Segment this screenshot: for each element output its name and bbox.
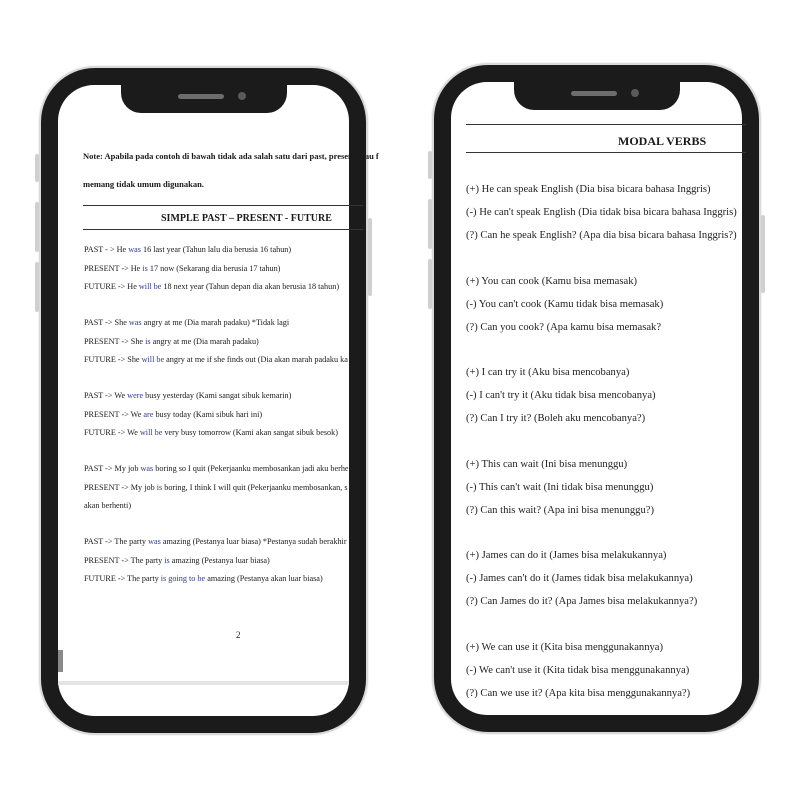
power-button xyxy=(761,215,765,293)
left-phone-screen[interactable] xyxy=(58,85,379,716)
document-page xyxy=(58,85,379,716)
note-line-1: Note: Apabila pada contoh di bawah tidak ada salah satu dari past, present atau f xyxy=(83,151,379,161)
heading-top-rule xyxy=(83,205,363,206)
verb-highlight: is xyxy=(142,263,148,273)
example-line xyxy=(84,574,323,583)
line-rest: 17 now (Sekarang dia berusia 17 tahun) xyxy=(147,263,281,273)
example-line xyxy=(84,337,259,346)
line-subject: PAST - > He xyxy=(84,245,129,254)
verb-highlight: will be xyxy=(138,282,162,291)
page-heading: MODAL VERBS xyxy=(618,134,707,148)
example-line xyxy=(84,264,280,273)
line-subject: PAST -> We xyxy=(84,391,128,400)
line-subject: PRESENT -> She xyxy=(84,336,146,346)
right-phone xyxy=(434,65,759,732)
verb-highlight: were xyxy=(127,391,144,400)
notch xyxy=(121,85,287,113)
line-subject: PRESENT -> He xyxy=(84,263,143,273)
modal-example-line: (?) Can he speak English? (Apa dia bisa bicara bahasa Inggris?) xyxy=(466,230,737,241)
example-line xyxy=(84,318,289,327)
speaker-grille xyxy=(178,94,224,99)
modal-example-line: (-) I can't try it (Aku tidak bisa mencobanya) xyxy=(466,390,656,401)
line-rest: angry at me if she finds out (Dia akan marah padaku ka xyxy=(164,355,348,364)
example-line xyxy=(84,282,339,291)
modal-example-line: (-) He can't speak English (Dia tidak bisa bicara bahasa Inggris) xyxy=(466,207,737,218)
verb-highlight: is xyxy=(145,336,151,346)
line-rest: busy today (Kami sibuk hari ini) xyxy=(153,409,263,419)
modal-example-line: (-) We can't use it (Kita tidak bisa menggunakannya) xyxy=(466,664,690,676)
example-line xyxy=(84,391,291,400)
line-rest: boring, I think I will quit (Pekerjaanku membosankan, s xyxy=(162,482,348,492)
volume-down-button xyxy=(35,262,39,312)
verb-highlight: was xyxy=(148,537,161,546)
heading-top-rule xyxy=(466,124,746,125)
line-rest: akan berhenti) xyxy=(84,501,132,510)
modal-example-line: (-) You can't cook (Kamu tidak bisa memasak) xyxy=(466,298,664,310)
left-phone xyxy=(41,68,379,733)
verb-highlight: are xyxy=(143,409,154,419)
example-line xyxy=(84,355,348,364)
example-line xyxy=(84,410,262,419)
power-button xyxy=(368,218,372,296)
example-line xyxy=(84,245,291,254)
note-text xyxy=(83,142,383,198)
scrollbar-thumb[interactable] xyxy=(58,650,63,672)
verb-highlight: is xyxy=(164,555,170,565)
heading-bottom-rule xyxy=(466,152,746,153)
document-page xyxy=(451,82,742,715)
modal-example-line: (?) Can I try it? (Boleh aku mencobanya?) xyxy=(466,413,646,424)
volume-up-button xyxy=(35,202,39,252)
line-subject: PRESENT -> We xyxy=(84,409,144,419)
verb-highlight: was xyxy=(140,464,154,473)
modal-example-line: (+) We can use it (Kita bisa menggunakannya) xyxy=(466,641,664,653)
line-subject: FUTURE -> We xyxy=(84,428,140,437)
modal-example-line: (+) James can do it (James bisa melakukannya) xyxy=(466,550,667,561)
heading-bottom-rule xyxy=(83,229,363,230)
modal-example-line: (?) Can James do it? (Apa James bisa melakukannya?) xyxy=(466,596,698,607)
page-heading: SIMPLE PAST – PRESENT - FUTURE xyxy=(161,213,332,224)
line-subject: PRESENT -> My job xyxy=(84,482,157,492)
modal-example-line: (?) Can you cook? (Apa kamu bisa memasak? xyxy=(466,321,662,333)
example-line xyxy=(84,428,338,437)
front-camera xyxy=(238,92,246,100)
modal-example-line: (+) You can cook (Kamu bisa memasak) xyxy=(466,275,638,287)
verb-highlight: will be xyxy=(141,355,165,364)
line-subject: FUTURE -> The party xyxy=(84,574,161,583)
example-line xyxy=(84,556,270,565)
modal-example-line: (-) This can't wait (Ini tidak bisa menunggu) xyxy=(466,481,654,493)
notch xyxy=(514,82,680,110)
modal-example-line: (-) James can't do it (James tidak bisa melakukannya) xyxy=(466,573,693,584)
verb-highlight: will be xyxy=(139,428,163,437)
line-rest: boring so I quit (Pekerjaanku membosankan jadi aku berhe xyxy=(153,464,349,473)
modal-example-line: (+) He can speak English (Dia bisa bicara bahasa Inggris) xyxy=(466,184,711,195)
line-rest: angry at me (Dia marah padaku) *Tidak lagi xyxy=(141,318,290,327)
page-separator xyxy=(58,681,349,685)
example-line xyxy=(84,537,347,546)
example-line xyxy=(84,464,349,473)
note-line-2: memang tidak umum digunakan. xyxy=(83,179,204,189)
line-rest: amazing (Pestanya luar biasa) *Pestanya sudah berakhir xyxy=(160,537,347,546)
mute-switch xyxy=(428,151,432,179)
verb-highlight: was xyxy=(128,245,141,254)
example-line xyxy=(84,501,131,510)
line-rest: angry at me (Dia marah padaku) xyxy=(150,336,259,346)
speaker-grille xyxy=(571,91,617,96)
line-rest: amazing (Pestanya luar biasa) xyxy=(169,555,270,565)
example-line xyxy=(84,483,348,492)
page-number: 2 xyxy=(236,630,241,640)
line-subject: FUTURE -> He xyxy=(84,282,139,291)
volume-up-button xyxy=(428,199,432,249)
mute-switch xyxy=(35,154,39,182)
line-subject: PAST -> The party xyxy=(84,537,149,546)
front-camera xyxy=(631,89,639,97)
line-rest: amazing (Pestanya akan luar biasa) xyxy=(205,574,323,583)
line-subject: FUTURE -> She xyxy=(84,355,142,364)
right-phone-screen[interactable] xyxy=(451,82,742,715)
line-subject: PAST -> She xyxy=(84,318,129,327)
modal-example-line: (?) Can this wait? (Apa ini bisa menunggu?) xyxy=(466,504,654,516)
line-subject: PAST -> My job xyxy=(84,464,141,473)
modal-example-line: (+) This can wait (Ini bisa menunggu) xyxy=(466,458,628,470)
verb-highlight: was xyxy=(128,318,142,327)
line-rest: 18 next year (Tahun depan dia akan berusia 18 tahun) xyxy=(161,282,340,291)
volume-down-button xyxy=(428,259,432,309)
line-subject: PRESENT -> The party xyxy=(84,555,165,565)
line-rest: very busy tomorrow (Kami akan sangat sibuk besok) xyxy=(162,428,338,437)
line-rest: 16 last year (Tahun lalu dia berusia 16 tahun) xyxy=(140,245,292,254)
line-rest: busy yesterday (Kami sangat sibuk kemarin) xyxy=(143,391,292,400)
verb-highlight: is going to be xyxy=(160,574,206,583)
verb-highlight: is xyxy=(156,482,163,492)
modal-example-line: (?) Can we use it? (Apa kita bisa menggunakannya?) xyxy=(466,687,691,699)
modal-example-line: (+) I can try it (Aku bisa mencobanya) xyxy=(466,367,630,378)
